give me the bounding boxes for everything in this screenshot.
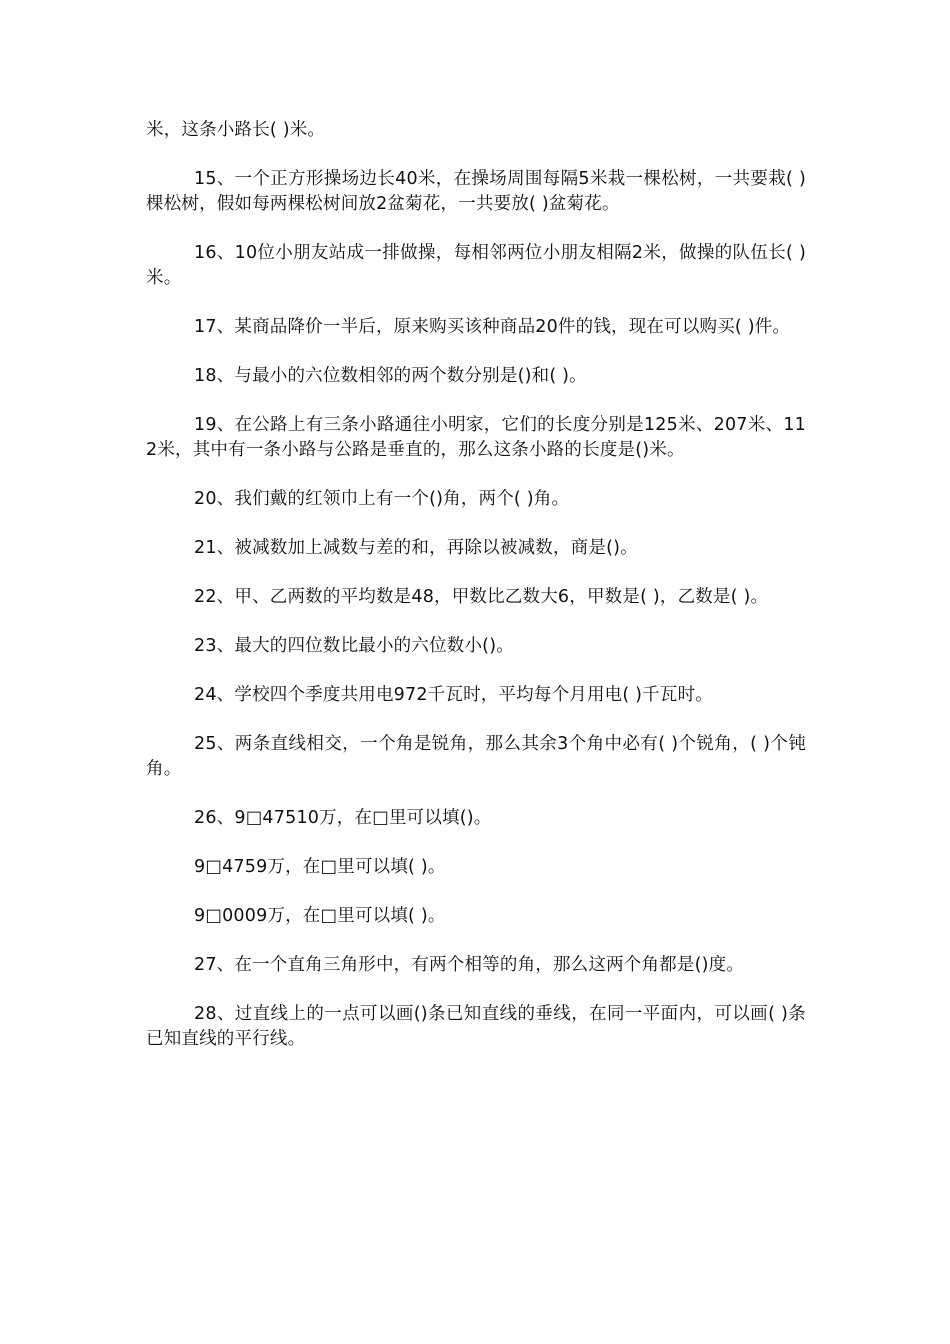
question-25: 25、两条直线相交，一个角是锐角，那么其余3个角中必有( )个锐角，( )个钝角。 (146, 734, 806, 779)
question-26: 26、9□47510万，在□里可以填()。 (194, 808, 492, 828)
question-26-part-b: 9□4759万，在□里可以填( )。 (194, 857, 446, 877)
question-22: 22、甲、乙两数的平均数是48，甲数比乙数大6，甲数是( )，乙数是( )。 (194, 587, 769, 607)
paragraph-continuation: 米，这条小路长( )米。 (146, 120, 326, 140)
question-19: 19、在公路上有三条小路通往小明家，它们的长度分别是125米、207米、112米，其中有一条小路与公路是垂直的，那么这条小路的长度是()米。 (146, 415, 806, 460)
question-17: 17、某商品降价一半后，原来购买该种商品20件的钱，现在可以购买( )件。 (194, 317, 791, 337)
question-27: 27、在一个直角三角形中，有两个相等的角，那么这两个角都是()度。 (194, 955, 745, 975)
question-24: 24、学校四个季度共用电972千瓦时，平均每个月用电( )千瓦时。 (194, 685, 713, 705)
question-16: 16、10位小朋友站成一排做操，每相邻两位小朋友相隔2米，做操的队伍长( )米。 (146, 243, 806, 288)
question-20: 20、我们戴的红领巾上有一个()角，两个( )角。 (194, 489, 570, 509)
question-18: 18、与最小的六位数相邻的两个数分别是()和( )。 (194, 366, 587, 386)
question-23: 23、最大的四位数比最小的六位数小()。 (194, 636, 514, 656)
question-15: 15、一个正方形操场边长40米，在操场周围每隔5米栽一棵松树，一共要栽( )棵松树，假如每两棵松树间放2盆菊花，一共要放( )盆菊花。 (146, 169, 806, 214)
question-21: 21、被减数加上减数与差的和，再除以被减数，商是()。 (194, 538, 638, 558)
question-28: 28、过直线上的一点可以画()条已知直线的垂线，在同一平面内，可以画( )条已知直线的平行线。 (146, 1004, 806, 1049)
document-page (146, 118, 806, 1052)
question-26-part-c: 9□0009万，在□里可以填( )。 (194, 906, 446, 926)
